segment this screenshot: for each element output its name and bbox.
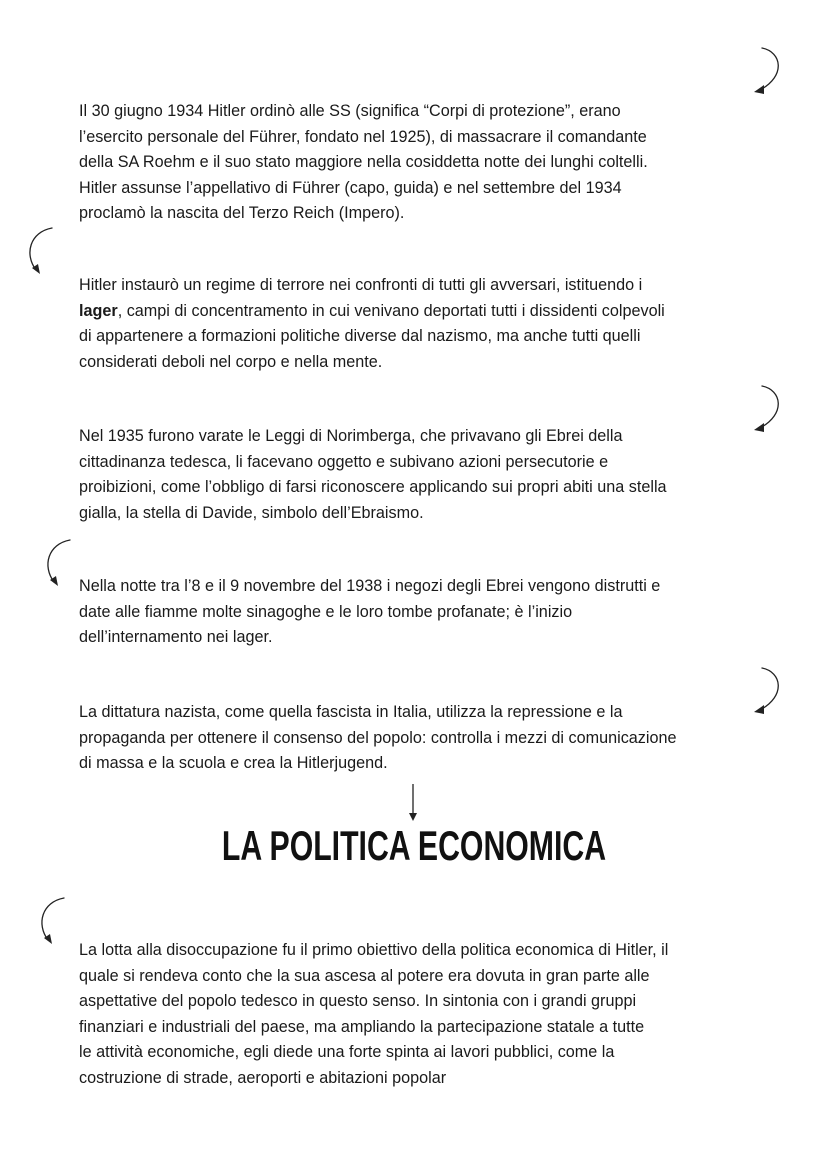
text-line: finanziari e industriali del paese, ma ampliando la partecipazione statale a tutte [79, 1017, 645, 1036]
section-heading: LA POLITICA ECONOMICA [221, 822, 607, 869]
paragraph-lager [79, 273, 759, 375]
text-line: cittadinanza tedesca, li facevano oggetto e subivano azioni persecutorie e [79, 452, 609, 471]
text-line: della SA Roehm e il suo stato maggiore nella cosiddetta notte dei lunghi coltelli. [79, 153, 648, 171]
paragraph-kristallnacht [79, 574, 759, 651]
text-line: dell’internamento nei lager. [79, 628, 273, 646]
text-line: Il 30 giugno 1934 Hitler ordinò alle SS (significa “Corpi di protezione”, erano [79, 102, 621, 120]
text-line: Nel 1935 furono varate le Leggi di Norimberga, che privavano gli Ebrei della [79, 427, 623, 445]
down-arrow-icon [406, 784, 420, 822]
curved-arrow-icon [752, 46, 792, 96]
bold-tail: , [117, 301, 127, 320]
text-line: La dittatura nazista, come quella fascista in Italia, utilizza la repressione e la [79, 703, 623, 721]
text-line: proibizioni, come l’obbligo di farsi riconoscere applicando sui propri abiti una stella [79, 478, 667, 496]
text-line: gialla, la stella di Davide, simbolo dell’Ebraismo. [79, 503, 424, 522]
paragraph-nuremberg-laws [79, 424, 759, 526]
text-line: di massa e la scuola e crea la Hitlerjugend. [79, 754, 388, 772]
text-line: propaganda per ottenere il consenso del popolo: controlla i mezzi di comunicazione [79, 728, 677, 747]
text-line: di appartenere a formazioni politiche diverse dal nazismo, ma anche tutti quelli [79, 327, 641, 345]
paragraph-propaganda [79, 700, 759, 777]
text-line: quale si rendeva conto che la sua ascesa al potere era dovuta in gran parte alle [79, 966, 650, 985]
curved-arrow-icon [20, 226, 60, 276]
curved-arrow-icon [38, 538, 78, 588]
text-line: Nella notte tra l’8 e il 9 novembre del 1938 i negozi degli Ebrei vengono distrutti e [79, 577, 661, 595]
text-line: considerati deboli nel corpo e nella mente. [79, 352, 383, 371]
curved-arrow-icon [32, 896, 72, 946]
text-line: proclamò la nascita del Terzo Reich (Impero). [79, 204, 405, 222]
text-line: date alle fiamme molte sinagoghe e le loro tombe profanate; è l’inizio [79, 602, 573, 621]
bold-term-lager: lager [79, 301, 118, 320]
paragraph-economic-policy [79, 938, 759, 1091]
text-line: Hitler instaurò un regime di terrore nei confronti di tutti gli avversari, istituendo i [79, 276, 643, 294]
text-line: aspettative del popolo tedesco in questo senso. In sintonia con i grandi gruppi [79, 992, 637, 1010]
text-line-with-bold [79, 299, 759, 325]
text-line: La lotta alla disoccupazione fu il primo obiettivo della politica economica di Hitler, il [79, 941, 669, 959]
text-line: le attività economiche, egli diede una forte spinta ai lavori pubblici, come la [79, 1043, 615, 1061]
text-line: Hitler assunse l’appellativo di Führer (capo, guida) e nel settembre del 1934 [79, 178, 622, 197]
text-line-rest: campi di concentramento in cui venivano deportati tutti i dissidenti colpevoli [126, 301, 665, 320]
text-line: costruzione di strade, aeroporti e abitazioni popolar [79, 1068, 447, 1087]
paragraph-night-of-long-knives [79, 99, 759, 227]
text-line: l’esercito personale del Führer, fondato nel 1925), di massacrare il comandante [79, 127, 647, 146]
